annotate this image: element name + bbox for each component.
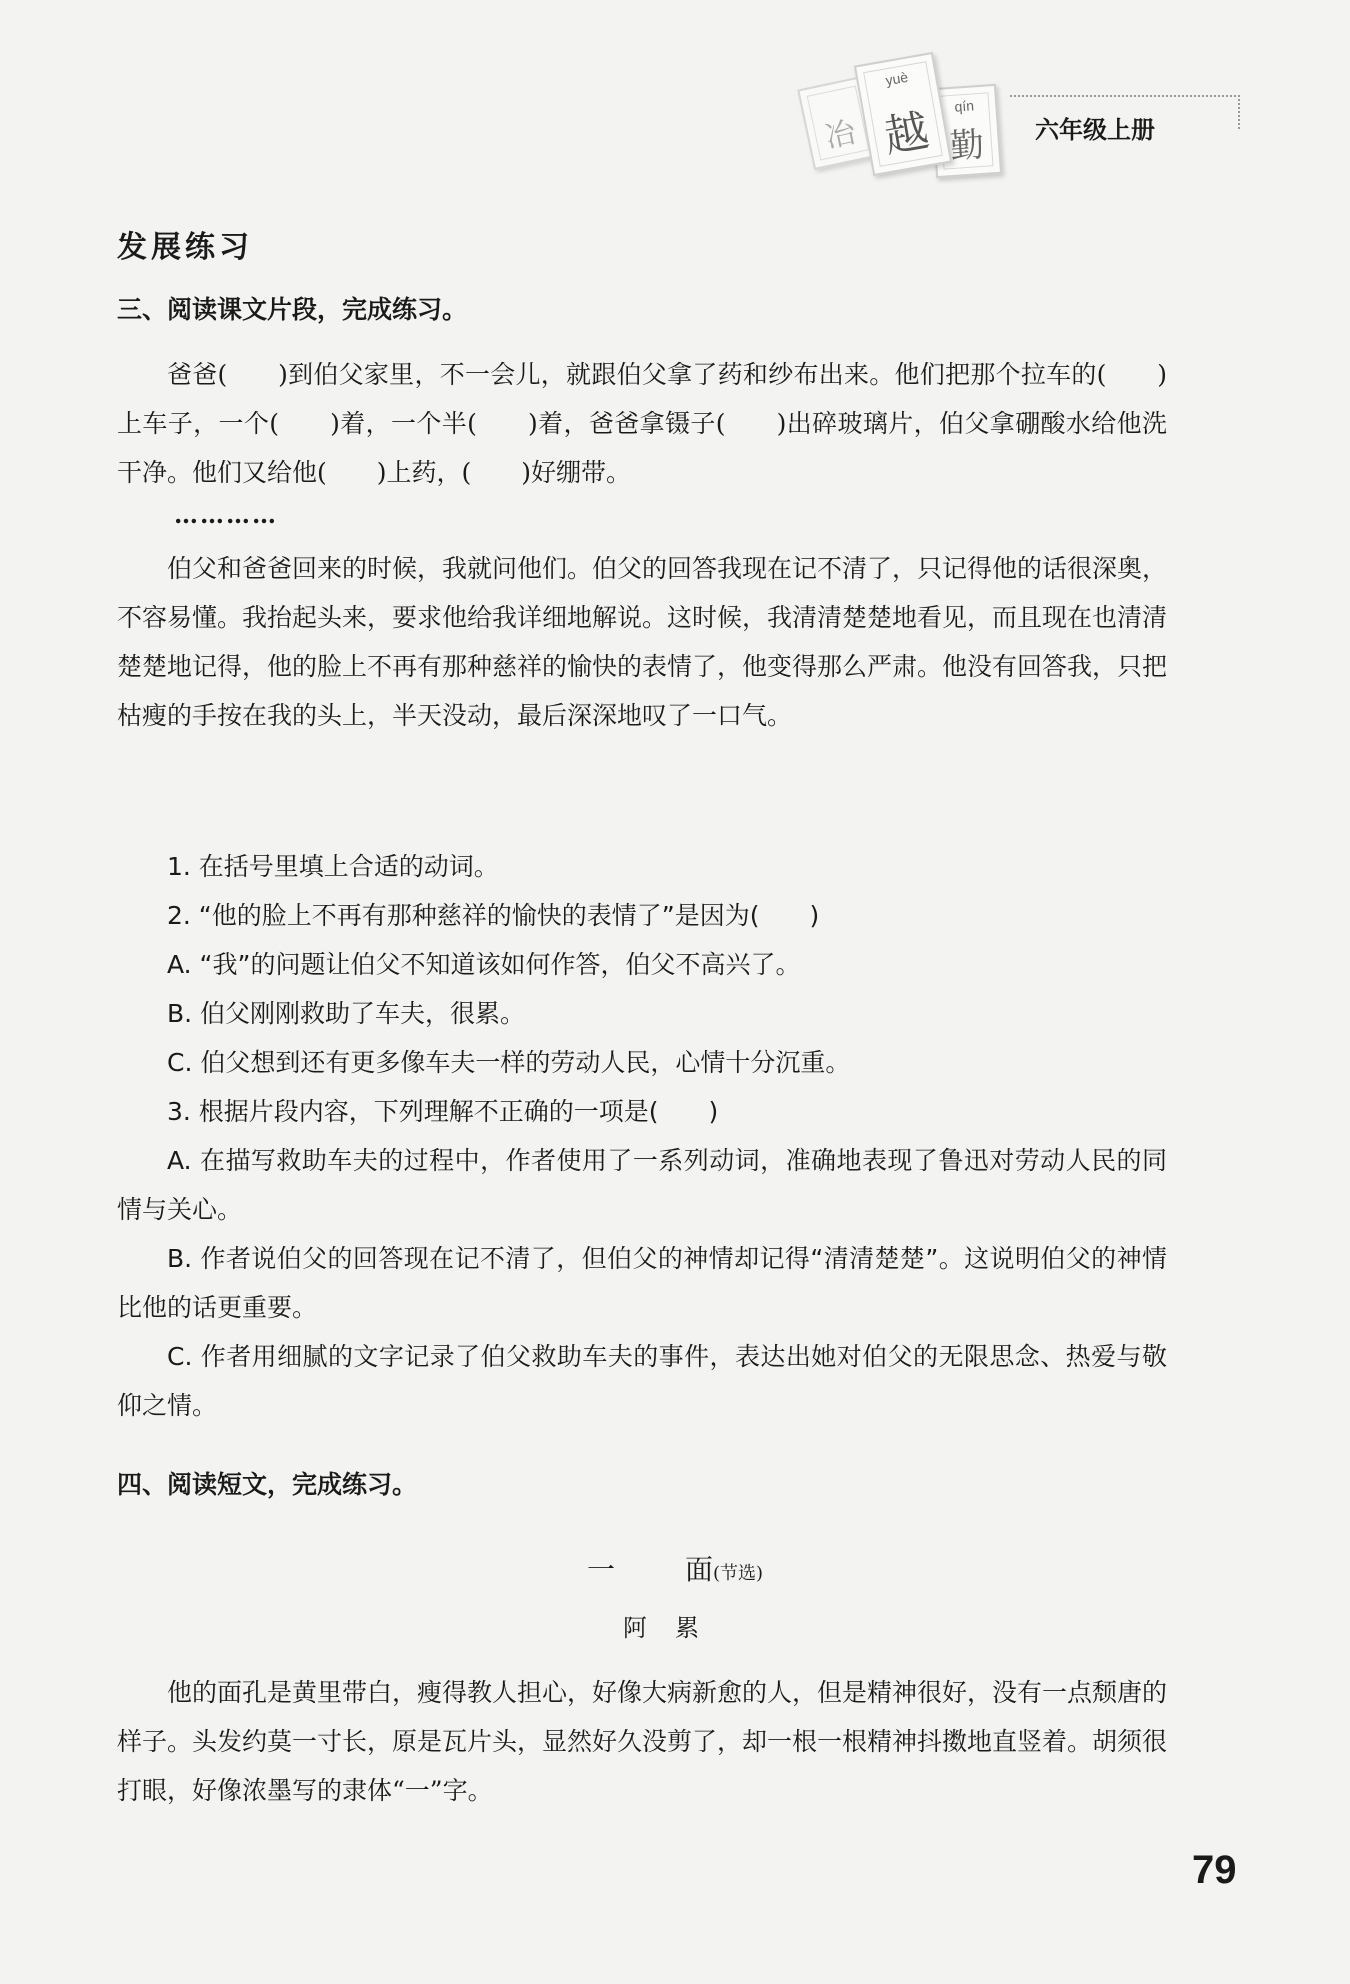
question-3-heading: 三、阅读课文片段，完成练习。 (117, 295, 468, 324)
question-option: A. 在描写救助车夫的过程中，作者使用了一系列动词，准确地表现了鲁迅对劳动人民的同情与关心。 (117, 1146, 1167, 1224)
logo-char-1: 冶 (822, 114, 859, 156)
passage-2 (117, 544, 1167, 740)
section-title: 发展练习 (117, 230, 253, 265)
question-option: B. 伯父刚刚救助了车夫，很累。 (167, 999, 526, 1028)
logo-char-2: 越 (880, 105, 933, 164)
story-title-part-1: 一 (586, 1553, 615, 1586)
page-number: 79 (1192, 1848, 1237, 1892)
header-logo (805, 52, 1005, 182)
grade-label: 六年级上册 (1035, 117, 1155, 144)
ellipsis: ………… (174, 500, 278, 529)
logo-pinyin-1: yuè (884, 68, 910, 89)
question-item: 1. 在括号里填上合适的动词。 (167, 852, 499, 881)
passage-2-text: 伯父和爸爸回来的时候，我就问他们。伯父的回答我现在记不清了，只记得他的话很深奥，不容易懂。我抬起头来，要求他给我详细地解说。这时候，我清清楚楚地看见，而且现在也清清楚楚地记得，他的脸上不再有那种慈祥的愉快的表情了，他变得那么严肃。他没有回答我，只把枯瘦的手按在我的头上，半天没动，最后深深地叹了一口气。 (117, 554, 1168, 730)
question-option: C. 作者用细腻的文字记录了伯父救助车夫的事件，表达出她对伯父的无限思念、热爱与敬仰之情。 (117, 1342, 1167, 1420)
story-author: 阿累 (623, 1614, 727, 1642)
passage-1-text: 爸爸( )到伯父家里，不一会儿，就跟伯父拿了药和纱布出来。他们把那个拉车的( )上车子，一个( )着，一个半( )着，爸爸拿镊子( )出碎玻璃片，伯父拿硼酸水给他洗干净。他们又给他( )上药，( )好绷带。 (117, 360, 1167, 487)
question-item: 2. “他的脸上不再有那种慈祥的愉快的表情了”是因为( ) (167, 901, 820, 930)
story-title-note: (节选) (712, 1563, 764, 1584)
passage-1 (117, 350, 1167, 497)
logo-pinyin-2: qín (953, 97, 975, 115)
story-title-part-2: 面 (684, 1553, 713, 1586)
logo-char-3: 勤 (948, 124, 986, 168)
story-passage-text: 他的面孔是黄里带白，瘦得教人担心，好像大病新愈的人，但是精神很好，没有一点颓唐的样子。头发约莫一寸长，原是瓦片头，显然好久没剪了，却一根一根精神抖擞地直竖着。胡须很打眼，好像浓墨写的隶体“一”字。 (117, 1678, 1168, 1805)
story-passage (117, 1668, 1167, 1815)
question-option: B. 作者说伯父的回答现在记不清了，但伯父的神情却记得“清清楚楚”。这说明伯父的神情比他的话更重要。 (117, 1244, 1167, 1322)
question-item: 3. 根据片段内容，下列理解不正确的一项是( ) (167, 1097, 719, 1126)
question-4-heading: 四、阅读短文，完成练习。 (117, 1470, 418, 1499)
question-list (117, 842, 1167, 1430)
question-option: C. 伯父想到还有更多像车夫一样的劳动人民，心情十分沉重。 (167, 1048, 851, 1077)
story-title (0, 1548, 1350, 1588)
question-option: A. “我”的问题让伯父不知道该如何作答，伯父不高兴了。 (167, 950, 801, 979)
